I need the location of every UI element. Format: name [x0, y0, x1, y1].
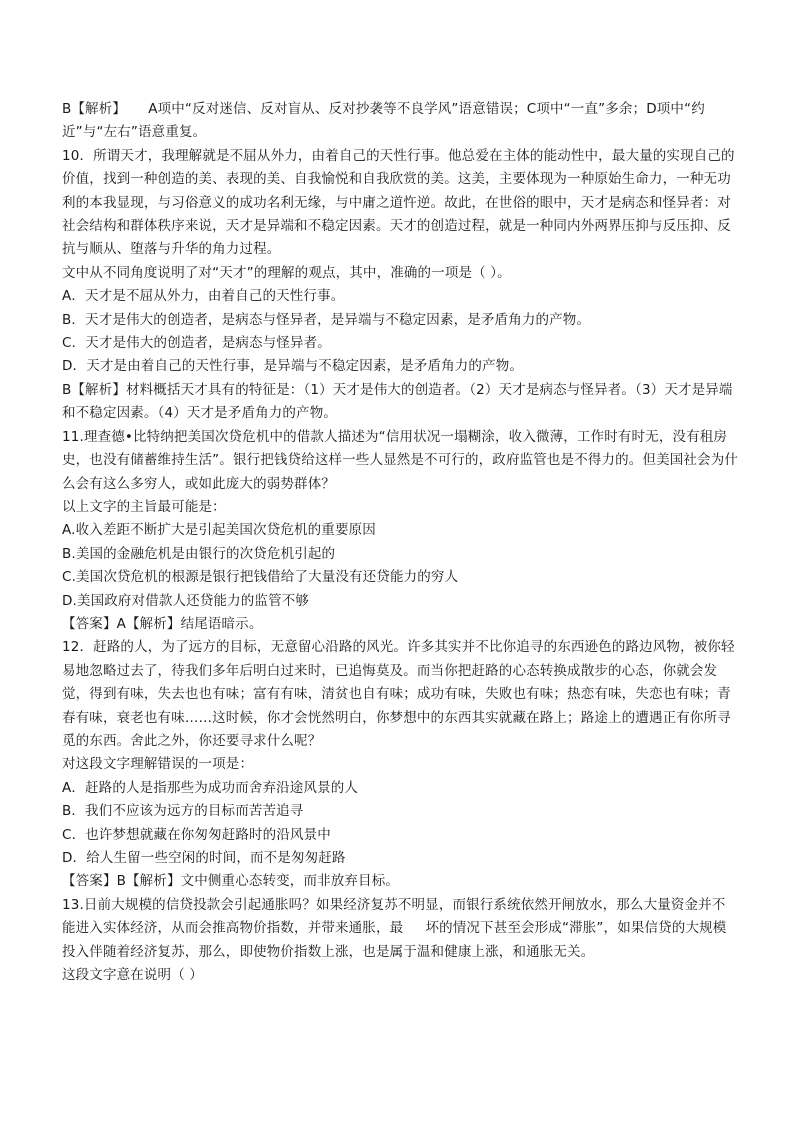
question-stem-q13: 这段文字意在说明（ ） [62, 967, 203, 984]
option-d-q12: D．给人生留一些空闲的时间，而不是匆匆赶路 [62, 850, 346, 866]
question-stem-q12: 对这段文字理解错误的一项是： [62, 756, 254, 773]
option-c-q11: C.美国次贷危机的根源是银行把钱借给了大量没有还贷能力的穷人 [62, 569, 459, 586]
option-d-q10: D．天才是由着自己的天性行事，是异端与不稳定因素，是矛盾角力的产物。 [62, 358, 523, 375]
passage-q10: 10．所谓天才，我理解就是不屈从外力，由着自己的天性行事。他总爱在主体的能动性中，最大量的实现自己的价值，找到一种创造的美、表现的美、自我愉悦和自我欣赏的美。这美，主要体现为一种原始生命力，一种无功利的本我显现，与习俗意义的成功名利无缘，与中庸之道忤逆。故此，在世俗的眼中，天才是病态和怪异者：对社会结构和群体秩序来说，天才是异端和不稳定因素。天才的创造过程，就是一种同内外两界压抑与反压抑、反抗与顺从、堕落与升华的角力过程。 [62, 147, 735, 258]
analysis-q9: B【解析】 A项中“反对迷信、反对盲从、反对抄袭等不良学风”语意错误；C项中“一直”多余；D项中“约近”与“左右”语意重复。 [62, 101, 705, 141]
option-b-q10: B．天才是伟大的创造者，是病态与怪异者，是异端与不稳定因素，是矛盾角力的产物。 [62, 311, 591, 328]
option-a-q10: A．天才是不屈从外力，由着自己的天性行事。 [62, 288, 345, 305]
option-b-q11: B.美国的金融危机是由银行的次贷危机引起的 [62, 545, 336, 562]
answer-q12: 【答案】B【解析】文中侧重心态转变，而非放弃目标。 [62, 873, 400, 890]
option-b-q12: B．我们不应该为远方的目标而苦苦追寻 [62, 803, 304, 820]
passage-q13: 13.日前大规模的信贷投款会引起通胀吗？如果经济复苏不明显，而银行系统依然开闸放水，那么大量资金并不能进入实体经济，从而会推高物价指数，并带来通胀，最 坏的情况下甚至会形成“滞胀”，如果信贷的大规模投入伴随着经济复苏，那么，即使物价指数上涨，也是属于温和健康上涨，和通胀无关。 [62, 896, 727, 960]
analysis-q10: B【解析】材料概括天才具有的特征是：（1）天才是伟大的创造者。（2）天才是病态与怪异者。（3）天才是异端和不稳定因素。（4）天才是矛盾角力的产物。 [62, 381, 733, 422]
option-c-q12: C．也许梦想就藏在你匆匆赶路时的沿风景中 [62, 826, 331, 843]
passage-q12: 12．赶路的人，为了远方的目标，无意留心沿路的风光。许多其实并不比你追寻的东西逊色的路边风物，被你轻易地忽略过去了，待我们多年后明白过来时，已追悔莫及。而当你把赶路的心态转换成散步的心态，你就会发觉，得到有味，失去也也有味；富有有味，清贫也自有味；成功有味，失败也有味；热恋有味，失恋也有味；青春有味，衰老也有味……这时候，你才会恍然明白，你梦想中的东西其实就藏在路上；路途上的遭遇正有你所寻觅的东西。舍此之外，你还要寻求什么呢？ [62, 639, 735, 749]
question-stem-q10: 文中从不同角度说明了对“天才”的理解的观点，其中，准确的一项是（ ）。 [62, 264, 511, 281]
passage-q11: 11.理查德•比特纳把美国次贷危机中的借款人描述为“信用状况一塌糊涂，收入微薄，工作时有时无，没有租房史，也没有储蓄维持生活”。银行把钱贷给这样一些人显然是不可行的，政府监管也是不得力的。但美国社会为什么会有这么多穷人，或如此庞大的弱势群体？ [62, 428, 738, 492]
answer-q11: 【答案】A【解析】结尾语暗示。 [62, 615, 263, 632]
document-page [62, 98, 738, 987]
option-a-q11: A.收入差距不断扩大是引起美国次贷危机的重要原因 [62, 522, 376, 539]
option-d-q11: D.美国政府对借款人还贷能力的监管不够 [62, 592, 310, 609]
option-c-q10: C．天才是伟大的创造者，是病态与怪异者。 [62, 335, 331, 352]
option-a-q12: A．赶路的人是指那些为成功而舍弃沿途风景的人 [62, 779, 359, 796]
question-stem-q11: 以上文字的主旨最可能是： [62, 498, 226, 515]
